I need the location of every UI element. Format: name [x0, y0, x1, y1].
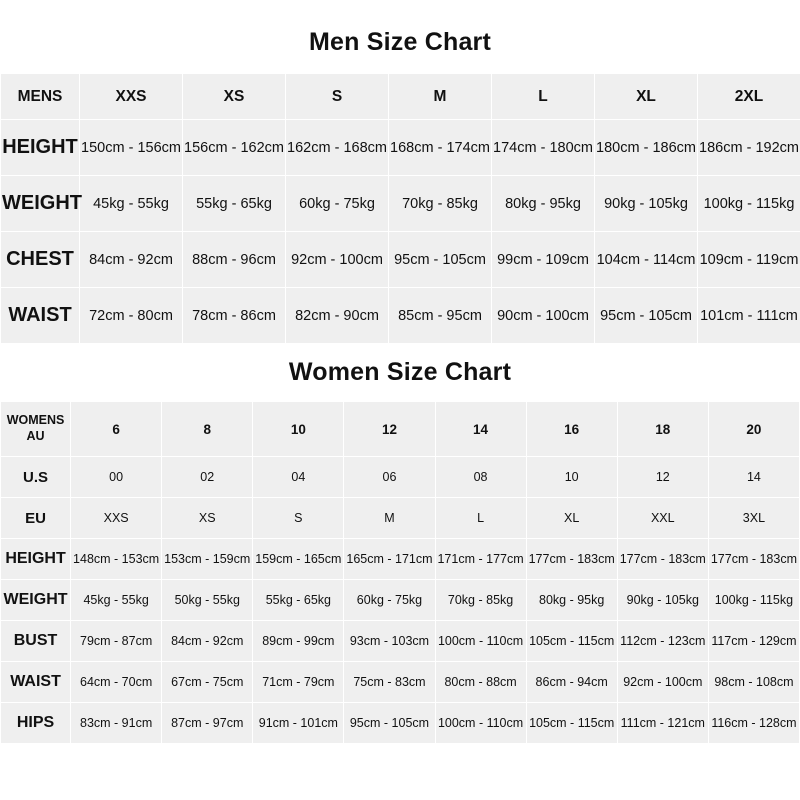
table-row: [1, 580, 800, 621]
women-cell: 55kg - 65kg: [253, 580, 344, 621]
men-cell: 80kg - 95kg: [492, 176, 595, 232]
women-cell: 87cm - 97cm: [162, 703, 253, 744]
women-chart-title: Women Size Chart: [288, 358, 512, 386]
women-row-label: HIPS: [1, 703, 71, 744]
women-cell: 45kg - 55kg: [71, 580, 162, 621]
women-cell: 100cm - 110cm: [435, 621, 526, 662]
men-header-cell: S: [286, 74, 389, 120]
women-header-cell: 16: [526, 402, 617, 457]
men-cell: 99cm - 109cm: [492, 232, 595, 288]
women-cell: 79cm - 87cm: [71, 621, 162, 662]
men-cell: 60kg - 75kg: [286, 176, 389, 232]
women-cell: 171cm - 177cm: [435, 539, 526, 580]
women-cell: 105cm - 115cm: [526, 703, 617, 744]
women-header-cell: 12: [344, 402, 435, 457]
table-row: [1, 498, 800, 539]
women-cell: XXL: [617, 498, 708, 539]
women-cell: L: [435, 498, 526, 539]
men-table-header-row: [1, 74, 800, 120]
men-header-cell: 2XL: [698, 74, 800, 120]
women-cell: 105cm - 115cm: [526, 621, 617, 662]
men-cell: 92cm - 100cm: [286, 232, 389, 288]
men-cell: 162cm - 168cm: [286, 120, 389, 176]
men-cell: 55kg - 65kg: [183, 176, 286, 232]
women-table-header-row: [1, 402, 800, 457]
women-header-cell: 8: [162, 402, 253, 457]
men-size-table: [0, 73, 800, 344]
women-cell: 67cm - 75cm: [162, 662, 253, 703]
men-cell: 168cm - 174cm: [389, 120, 492, 176]
women-header-cell: 20: [708, 402, 799, 457]
women-cell: 100kg - 115kg: [708, 580, 799, 621]
women-cell: 14: [708, 457, 799, 498]
women-cell: 12: [617, 457, 708, 498]
men-cell: 101cm - 111cm: [698, 288, 800, 344]
women-cell: 153cm - 159cm: [162, 539, 253, 580]
womens-au-line1: WOMENS: [6, 413, 65, 428]
women-cell: XL: [526, 498, 617, 539]
women-header-cell: 18: [617, 402, 708, 457]
women-cell: 71cm - 79cm: [253, 662, 344, 703]
women-cell: 116cm - 128cm: [708, 703, 799, 744]
women-cell: M: [344, 498, 435, 539]
women-header-cell: 10: [253, 402, 344, 457]
men-cell: 88cm - 96cm: [183, 232, 286, 288]
men-header-cell: XL: [595, 74, 698, 120]
women-cell: 90kg - 105kg: [617, 580, 708, 621]
women-header-cell: 14: [435, 402, 526, 457]
table-row: [1, 662, 800, 703]
table-row: [1, 176, 800, 232]
men-cell: 45kg - 55kg: [80, 176, 183, 232]
table-row: [1, 621, 800, 662]
women-cell: 08: [435, 457, 526, 498]
table-row: [1, 703, 800, 744]
table-row: [1, 457, 800, 498]
women-cell: 100cm - 110cm: [435, 703, 526, 744]
table-row: [1, 539, 800, 580]
women-size-table: [0, 401, 800, 744]
women-cell: 83cm - 91cm: [71, 703, 162, 744]
women-header-cell: 6: [71, 402, 162, 457]
women-cell: 92cm - 100cm: [617, 662, 708, 703]
women-row-label: BUST: [1, 621, 71, 662]
women-cell: 89cm - 99cm: [253, 621, 344, 662]
women-row-label: WAIST: [1, 662, 71, 703]
women-row-label: U.S: [1, 457, 71, 498]
women-cell: 112cm - 123cm: [617, 621, 708, 662]
women-cell: 84cm - 92cm: [162, 621, 253, 662]
table-row: [1, 232, 800, 288]
women-row-label: EU: [1, 498, 71, 539]
men-header-cell: MENS: [1, 74, 80, 120]
men-cell: 85cm - 95cm: [389, 288, 492, 344]
women-cell: 75cm - 83cm: [344, 662, 435, 703]
women-cell: 70kg - 85kg: [435, 580, 526, 621]
women-cell: 80kg - 95kg: [526, 580, 617, 621]
women-cell: 86cm - 94cm: [526, 662, 617, 703]
women-cell: 93cm - 103cm: [344, 621, 435, 662]
women-cell: 50kg - 55kg: [162, 580, 253, 621]
women-cell: 04: [253, 457, 344, 498]
women-cell: 165cm - 171cm: [344, 539, 435, 580]
men-row-label: WAIST: [1, 288, 80, 344]
men-cell: 156cm - 162cm: [183, 120, 286, 176]
women-cell: 95cm - 105cm: [344, 703, 435, 744]
men-cell: 90kg - 105kg: [595, 176, 698, 232]
women-cell: 177cm - 183cm: [526, 539, 617, 580]
men-row-label: CHEST: [1, 232, 80, 288]
men-cell: 70kg - 85kg: [389, 176, 492, 232]
men-cell: 100kg - 115kg: [698, 176, 800, 232]
men-cell: 78cm - 86cm: [183, 288, 286, 344]
women-cell: 117cm - 129cm: [708, 621, 799, 662]
women-cell: 91cm - 101cm: [253, 703, 344, 744]
men-chart-title: Men Size Chart: [309, 28, 491, 56]
women-cell: S: [253, 498, 344, 539]
men-cell: 90cm - 100cm: [492, 288, 595, 344]
men-cell: 104cm - 114cm: [595, 232, 698, 288]
men-cell: 84cm - 92cm: [80, 232, 183, 288]
men-header-cell: M: [389, 74, 492, 120]
men-cell: 72cm - 80cm: [80, 288, 183, 344]
women-cell: 10: [526, 457, 617, 498]
women-cell: 177cm - 183cm: [708, 539, 799, 580]
women-cell: 60kg - 75kg: [344, 580, 435, 621]
men-cell: 180cm - 186cm: [595, 120, 698, 176]
men-row-label: HEIGHT: [1, 120, 80, 176]
women-cell: 80cm - 88cm: [435, 662, 526, 703]
men-cell: 82cm - 90cm: [286, 288, 389, 344]
women-cell: 148cm - 153cm: [71, 539, 162, 580]
women-cell: 98cm - 108cm: [708, 662, 799, 703]
women-cell: 159cm - 165cm: [253, 539, 344, 580]
men-header-cell: XXS: [80, 74, 183, 120]
women-cell: 02: [162, 457, 253, 498]
women-cell: XXS: [71, 498, 162, 539]
women-cell: 177cm - 183cm: [617, 539, 708, 580]
table-row: [1, 288, 800, 344]
men-row-label: WEIGHT: [1, 176, 80, 232]
womens-au-line2: AU: [26, 429, 45, 443]
women-row-label: WEIGHT: [1, 580, 71, 621]
men-cell: 95cm - 105cm: [389, 232, 492, 288]
women-cell: 00: [71, 457, 162, 498]
men-header-cell: XS: [183, 74, 286, 120]
men-cell: 174cm - 180cm: [492, 120, 595, 176]
women-cell: 06: [344, 457, 435, 498]
men-header-cell: L: [492, 74, 595, 120]
table-row: [1, 120, 800, 176]
men-cell: 109cm - 119cm: [698, 232, 800, 288]
women-cell: 111cm - 121cm: [617, 703, 708, 744]
women-cell: XS: [162, 498, 253, 539]
men-cell: 186cm - 192cm: [698, 120, 800, 176]
men-cell: 95cm - 105cm: [595, 288, 698, 344]
women-corner-label: [1, 402, 71, 457]
men-cell: 150cm - 156cm: [80, 120, 183, 176]
women-cell: 64cm - 70cm: [71, 662, 162, 703]
women-cell: 3XL: [708, 498, 799, 539]
women-row-label: HEIGHT: [1, 539, 71, 580]
